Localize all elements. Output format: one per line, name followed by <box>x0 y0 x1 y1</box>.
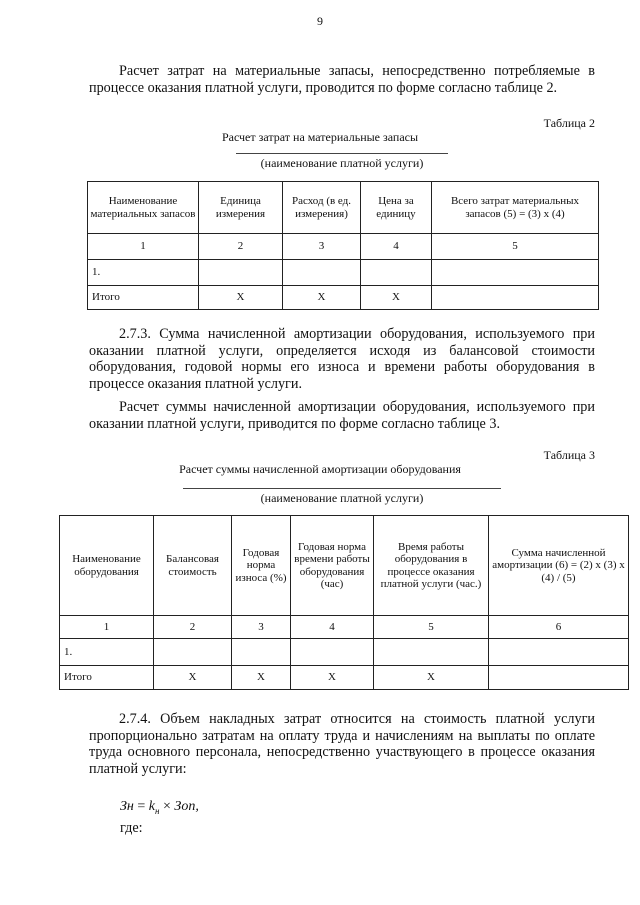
table2-label: Таблица 2 <box>543 116 595 130</box>
table2-total-row <box>88 286 599 310</box>
table3-cell <box>154 639 232 666</box>
table3-cell <box>374 639 489 666</box>
table2-header-cell: Наименование материальных запасов <box>88 182 199 234</box>
page-number: 9 <box>317 14 323 28</box>
table2-cell <box>432 260 599 286</box>
table2-title: Расчет затрат на материальные запасы <box>221 130 419 144</box>
table2-number-cell: 2 <box>199 234 283 260</box>
formula-times: × <box>159 799 175 814</box>
table2-header-row <box>88 182 599 234</box>
table3-header-cell: Сумма начисленной амортизации (6) = (2) x (3) x (4) / (5) <box>489 516 629 616</box>
table3-header-cell: Наименование оборудования <box>60 516 154 616</box>
table3-total-cell: Итого <box>60 666 154 690</box>
table2-row <box>88 260 599 286</box>
table2-service-name-line <box>236 153 448 154</box>
where-label: где: <box>120 820 143 836</box>
table3-service-name-line <box>183 488 501 489</box>
table2-header-cell: Цена за единицу <box>361 182 432 234</box>
table3-number-row <box>60 616 629 639</box>
table3-header-cell: Годовая норма времени работы оборудования (час) <box>291 516 374 616</box>
table2-number-cell: 4 <box>361 234 432 260</box>
table3-label: Таблица 3 <box>543 448 595 462</box>
table2-cell <box>361 260 432 286</box>
table2-total-cell: X <box>283 286 361 310</box>
table2-total-cell: Итого <box>88 286 199 310</box>
formula-coefficient-subscript: н <box>155 805 160 816</box>
table3-header-cell: Время работы оборудования в процессе оказания платной услуги (час.) <box>374 516 489 616</box>
overhead-formula <box>120 799 199 816</box>
table2-cell: 1. <box>88 260 199 286</box>
table3-number-cell: 1 <box>60 616 154 639</box>
table2-header-cell: Всего затрат материальных запасов (5) = (3) x (4) <box>432 182 599 234</box>
table3-header-row <box>60 516 629 616</box>
table3-total-row <box>60 666 629 690</box>
table3-cell <box>489 639 629 666</box>
formula-equals: = <box>137 799 149 814</box>
table3-subtitle: (наименование платной услуги) <box>260 491 424 505</box>
table2-number-cell: 3 <box>283 234 361 260</box>
table3-cell <box>232 639 291 666</box>
table2-number-row <box>88 234 599 260</box>
table3-header-cell: Годовая норма износа (%) <box>232 516 291 616</box>
table2-cell <box>199 260 283 286</box>
table2-total-cell <box>432 286 599 310</box>
table2-subtitle: (наименование платной услуги) <box>260 156 424 170</box>
table3 <box>59 515 629 690</box>
table2-number-cell: 5 <box>432 234 599 260</box>
table3-number-cell: 4 <box>291 616 374 639</box>
paragraph-2-7-3: 2.7.3. Сумма начисленной амортизации оборудования, используемого при оказании платной услуги, определяется исходя из балансовой стоимости оборудования, годовой нормы его износа и времени работы оборудования в процессе оказания платной услуги. <box>89 326 595 392</box>
table2 <box>87 181 599 310</box>
table3-total-cell: X <box>154 666 232 690</box>
table3-row <box>60 639 629 666</box>
table2-total-cell: X <box>199 286 283 310</box>
table3-total-cell <box>489 666 629 690</box>
table3-title: Расчет суммы начисленной амортизации оборудования <box>179 462 461 476</box>
formula-lhs: Зн <box>120 799 134 814</box>
table2-header-cell: Единица измерения <box>199 182 283 234</box>
table2-header-cell: Расход (в ед. измерения) <box>283 182 361 234</box>
intro-paragraph: Расчет затрат на материальные запасы, непосредственно потребляемые в процессе оказания платной услуги, проводится по форме согласно таблице 2. <box>89 63 595 96</box>
table2-number-cell: 1 <box>88 234 199 260</box>
table3-number-cell: 6 <box>489 616 629 639</box>
table3-number-cell: 3 <box>232 616 291 639</box>
table3-total-cell: X <box>232 666 291 690</box>
paragraph-2-7-3-table-ref: Расчет суммы начисленной амортизации оборудования, используемого при оказании платной услуги, приводится по форме согласно таблице 3. <box>89 399 595 432</box>
table3-total-cell: X <box>291 666 374 690</box>
table3-cell: 1. <box>60 639 154 666</box>
table3-number-cell: 5 <box>374 616 489 639</box>
table3-total-cell: X <box>374 666 489 690</box>
paragraph-2-7-4: 2.7.4. Объем накладных затрат относится на стоимость платной услуги пропорционально затратам на оплату труда и начислениям на выплаты по оплате труда основного персонала, непосредственно участвующего в процессе оказания платной услуги: <box>89 711 595 777</box>
table2-total-cell: X <box>361 286 432 310</box>
table2-cell <box>283 260 361 286</box>
table3-number-cell: 2 <box>154 616 232 639</box>
formula-coefficient: k <box>148 799 156 814</box>
table3-cell <box>291 639 374 666</box>
table3-header-cell: Балансовая стоимость <box>154 516 232 616</box>
formula-rhs: Зоп, <box>174 799 199 814</box>
